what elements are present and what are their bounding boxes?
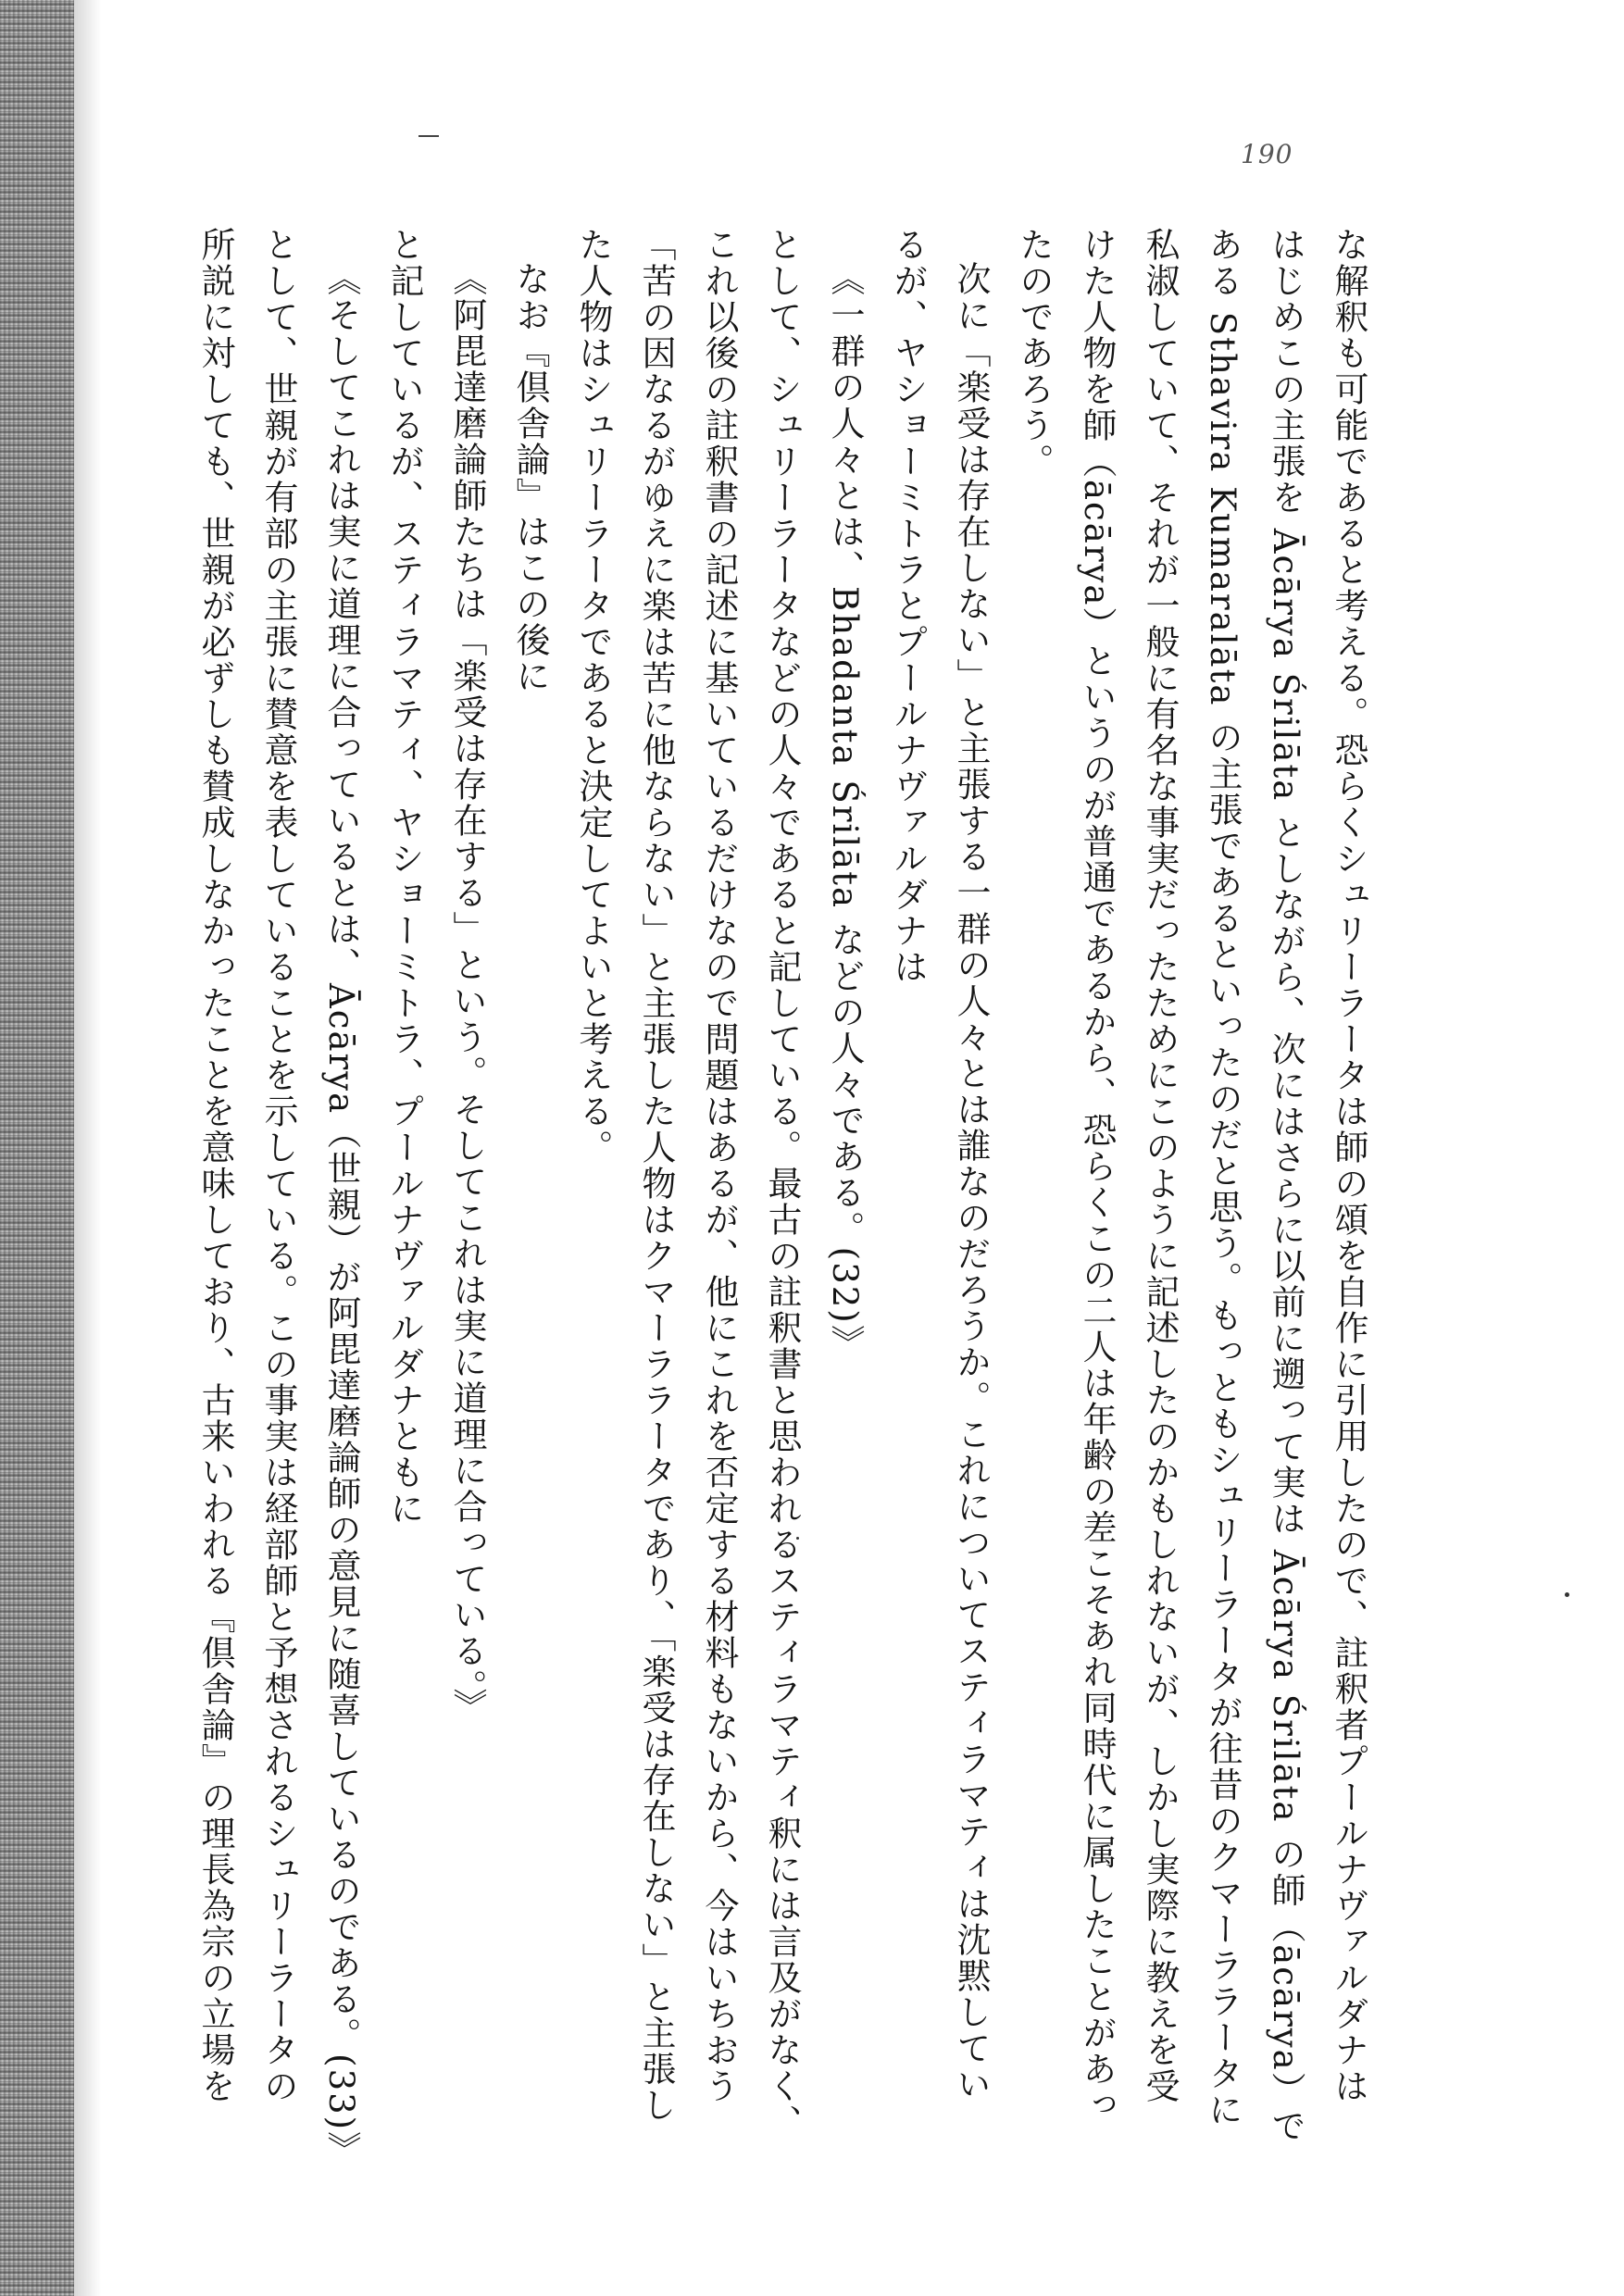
text-line: 次に「楽受は存在しない」と主張する一群の人々とは誰なのだろうか。これについてスティラマティは沈黙してい xyxy=(951,261,991,2103)
text-line: るが、ヤショーミトラとプールナヴァルダナは xyxy=(888,227,928,985)
text-line: たのであろう。 xyxy=(1014,227,1054,480)
text-line: と記しているが、スティラマティ、ヤショーミトラ、プールナヴァルダナともに xyxy=(384,227,424,1527)
quote-line: 《そしてこれは実に道理に合っているとは、Ācārya（世親）が阿毘達磨論師の意見に随喜しているのである。(33)》 xyxy=(321,261,361,2168)
text-line: ある Sthavira Kumaralāta の主張であるといったのだと思う。もっともシュリーラータが往昔のクマーララータに xyxy=(1203,227,1243,2128)
scan-binding-shadow xyxy=(0,0,74,2296)
text-line: 「苦の因なるがゆえに楽は苦に他ならない」と主張した人物はクマーララータであり、「楽受は存在しない」と主張し xyxy=(636,227,676,2124)
quote-line: 《阿毘達磨論師たちは「楽受は存在する」という。そしてこれは実に道理に合っている。》 xyxy=(447,261,487,1725)
text-line: な解釈も可能であると考える。恐らくシュリーラータは師の頌を自作に引用したので、註釈者プールナヴァルダナは xyxy=(1329,227,1368,2104)
text-line: として、世親が有部の主張に賛意を表していることを示している。この事実は経部師と予想されるシュリーラータの xyxy=(258,227,298,2104)
stray-dash-mark xyxy=(418,135,439,137)
text-line: けた人物を師（ācārya）というのが普通であるから、恐らくこの二人は年齢の差こそあれ同時代に属したことがあっ xyxy=(1077,227,1117,2124)
page-number: 190 xyxy=(1241,139,1293,169)
body-text xyxy=(120,227,1380,2168)
text-line: 私淑していて、それが一般に有名な事実だったためにこのように記述したのかもしれないが、しかし実際に教えを受 xyxy=(1140,227,1180,2104)
quote-line: 《一群の人々とは、Bhadanta Śrilāta などの人々である。(32)》 xyxy=(825,261,865,1361)
text-line: なお『倶舎論』はこの後に xyxy=(510,261,550,694)
text-line: 所説に対しても、世親が必ずしも賛成しなかったことを意味しており、古来いわれる『倶舎論』の理長為宗の立場を xyxy=(195,227,235,2104)
text-line: た人物はシュリーラータであると決定してよいと考える。 xyxy=(573,227,613,1166)
text-line: はじめこの主張を Ācārya Śrilāta としながら、次にはさらに以前に遡って実は Ācārya Śrilāta の師（ācārya）で xyxy=(1266,227,1305,2144)
text-line: として、シュリーラータなどの人々であると記している。最古の註釈書と思われるスティラマティ釈には言及がなく、 xyxy=(762,227,802,2140)
scan-speck xyxy=(1565,1592,1569,1597)
text-line: これ以後の註釈書の記述に基いているだけなので問題はあるが、他にこれを否定する材料もないから、今はいちおう xyxy=(699,227,739,2104)
